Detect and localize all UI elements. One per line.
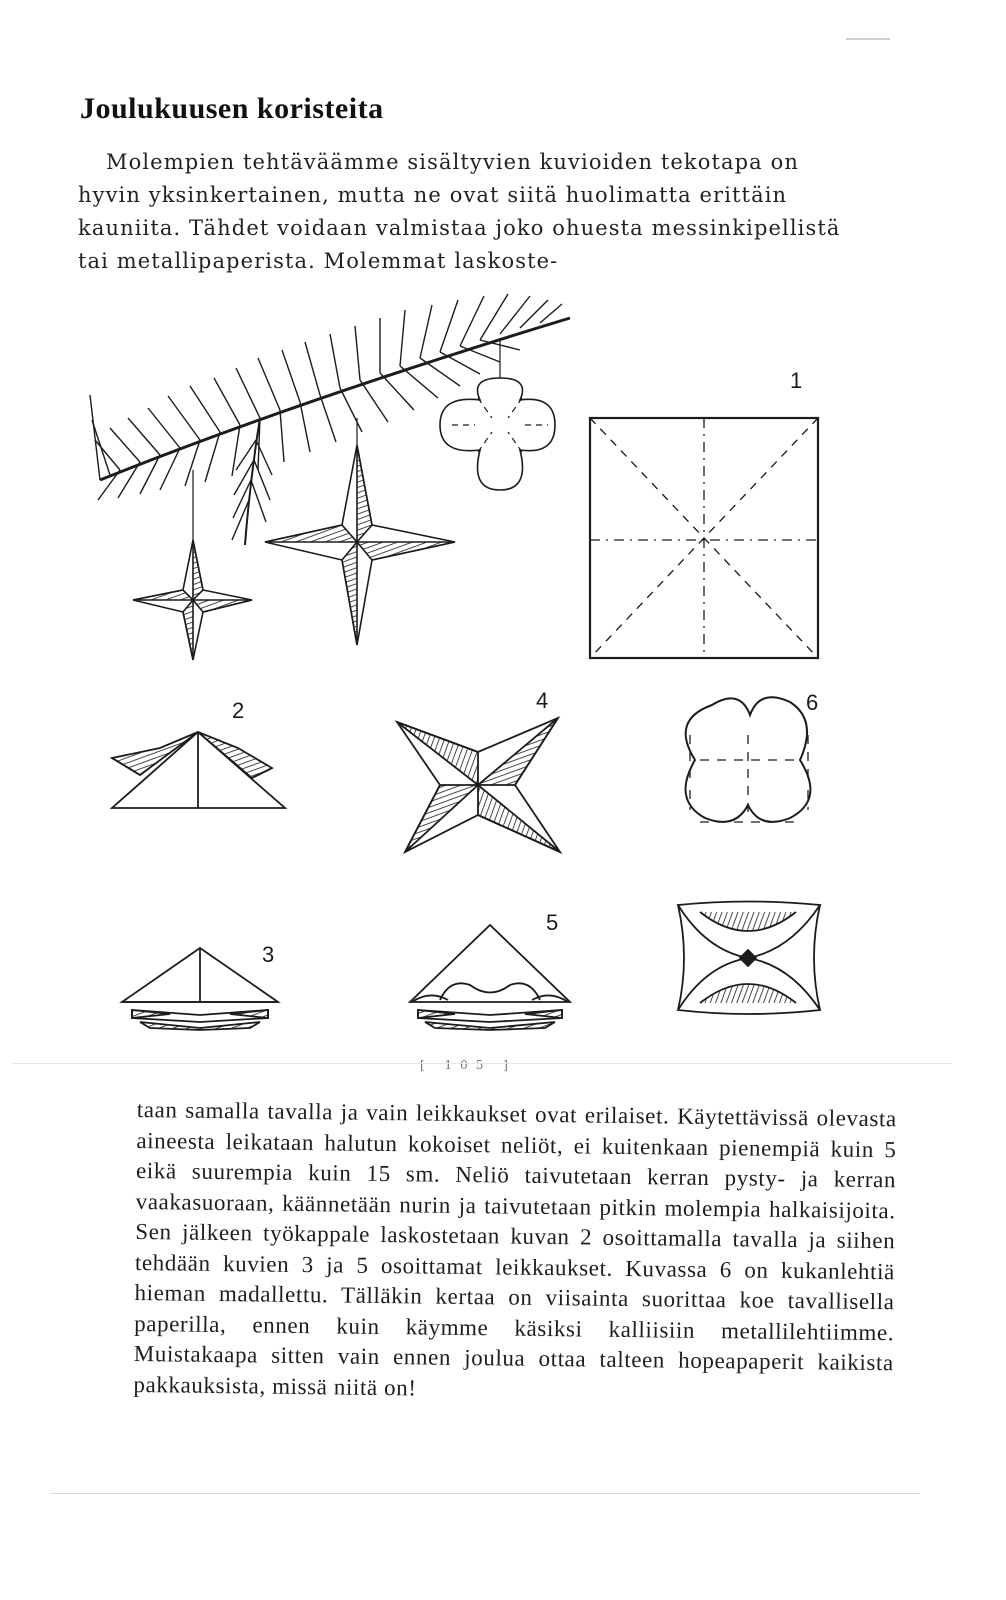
fig-label-1: 1 [790, 368, 803, 393]
fold-diagram-6 [686, 697, 811, 822]
fold-diagram-2 [112, 732, 285, 808]
fold-diagram-5 [410, 925, 570, 1030]
fig-label-4: 4 [536, 688, 549, 713]
fold-diagram-3 [122, 948, 278, 1030]
fig-label-2: 2 [232, 698, 245, 723]
scan-artifact [846, 38, 890, 40]
folded-flower-result [678, 902, 820, 1015]
fold-diagram-4 [397, 718, 560, 852]
fold-diagram-square [590, 418, 818, 658]
scan-edge [50, 1493, 920, 1494]
fig-label-6: 6 [806, 690, 819, 715]
body-text: taan samalla tavalla ja vain leikkaukset ovat erilaiset. Käytettävissä olevasta aineesta leikataan halutun kokoiset neliöt, ei kuitenkaan pienempiä kuin 5 eikä suurempia kuin 15 sm. Neliö taivutetaan kerran pysty- ja kerran vaakasuoraan, käännetään nurin ja taivutetaan pitkin molempia halkaisijoita. Sen jälkeen työkappale laskostetaan kuvan 2 osoittamalla tavalla ja siihen tehdään kuvien 3 ja 5 osoittamat leikkaukset. Kuvassa 6 on kukanlehtiä hieman madallettu. Tälläkin kertaa on viisainta suorittaa koe tavallisella paperilla, ennen kuin käymme käsiksi kalliisiin metallilehtiimme. Muistakaapa sitten vain ennen joulua ottaa talteen hopeapaperit kaikista pakkauksista, missä niitä on! [133, 1096, 897, 1400]
hanging-star-large [265, 418, 455, 645]
body-paragraph [133, 1095, 897, 1409]
illustration [0, 280, 1006, 1060]
intro-paragraph [78, 146, 848, 278]
article-title: Joulukuusen koristeita [80, 92, 384, 125]
fig-label-5: 5 [546, 910, 559, 935]
hanging-star-small [133, 470, 252, 660]
intro-text: Molempien tehtäväämme sisältyvien kuvioiden tekotapa on hyvin yksinkertainen, mutta ne ovat siitä huolimatta erittäin kauniita. Tähdet voidaan valmistaa joko ohuesta messinkipellistä tai metallipaperista. Molemmat laskoste- [78, 150, 841, 273]
fig-label-3: 3 [262, 942, 275, 967]
page-number: [ 105 ] [420, 1058, 516, 1072]
